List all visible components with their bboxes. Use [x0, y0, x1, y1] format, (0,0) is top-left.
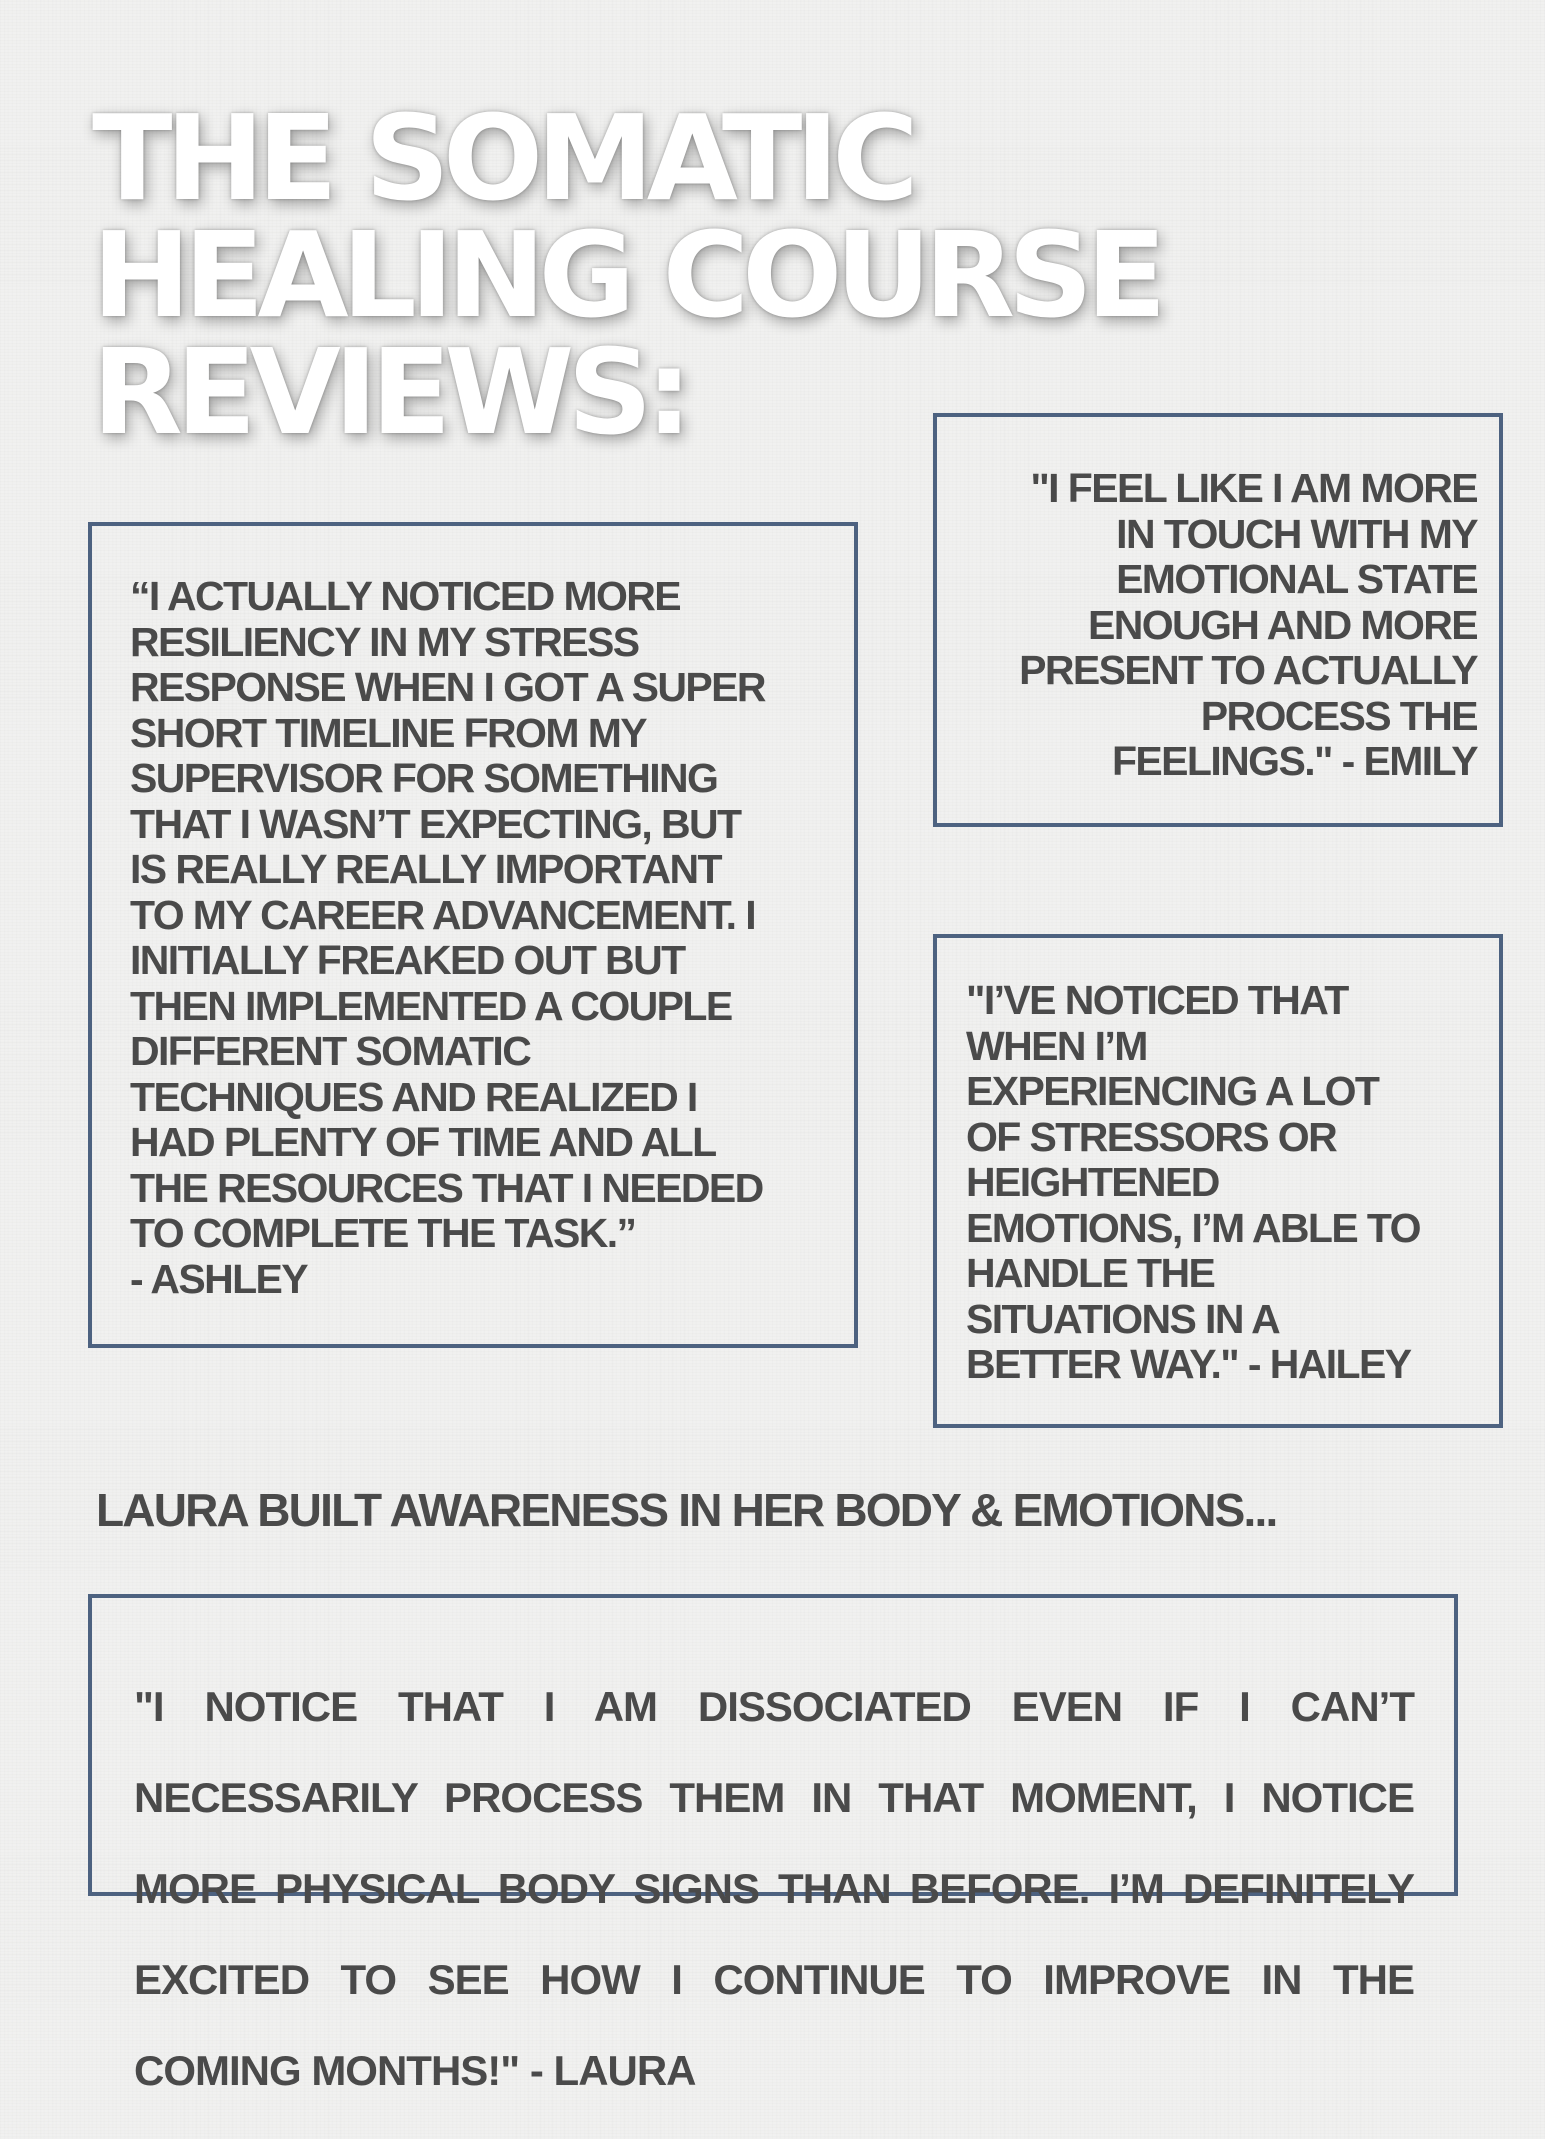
review-card-ashley: [88, 522, 858, 1348]
laura-heading: LAURA BUILT AWARENESS IN HER BODY & EMOTIONS...: [96, 1484, 1277, 1536]
review-card-emily: [933, 413, 1503, 827]
review-text-laura-line: EXCITED TO SEE HOW I CONTINUE TO IMPROVE IN THE: [134, 1955, 1414, 2003]
review-text-laura-line: "I NOTICE THAT I AM DISSOCIATED EVEN IF I CAN’T: [134, 1682, 1414, 1730]
review-text-laura-line: COMING MONTHS!" - LAURA: [134, 2046, 696, 2094]
review-text-laura-line: NECESSARILY PROCESS THEM IN THAT MOMENT, I NOTICE: [134, 1773, 1414, 1821]
review-card-laura: [88, 1594, 1458, 2094]
review-text-laura: [134, 1638, 1414, 2139]
page-title: [92, 89, 1160, 461]
review-text-emily: "I FEEL LIKE I AM MORE IN TOUCH WITH MY EMOTIONAL STATE ENOUGH AND MORE PRESENT TO ACTUALLY PROCESS THE FEELINGS." - EMILY: [1019, 465, 1477, 784]
title-line-3: REVIEWS:: [92, 323, 686, 461]
review-card-hailey: [933, 934, 1503, 1428]
title-line-1: THE SOMATIC: [92, 89, 912, 227]
title-line-2: HEALING COURSE: [92, 206, 1160, 344]
review-text-hailey: "I’VE NOTICED THAT WHEN I’M EXPERIENCING A LOT OF STRESSORS OR HEIGHTENED EMOTIONS, I’M ABLE TO HANDLE THE SITUATIONS IN A BETTER WAY." - HAILEY: [966, 977, 1420, 1387]
review-text-ashley: “I ACTUALLY NOTICED MORE RESILIENCY IN MY STRESS RESPONSE WHEN I GOT A SUPER SHORT TIMELINE FROM MY SUPERVISOR FOR SOMETHING THAT I WASN’T EXPECTING, BUT IS REALLY REALLY IMPORTANT TO MY CAREER ADVANCEMENT. I INITIALLY FREAKED OUT BUT THEN IMPLEMENTED A COUPLE DIFFERENT SOMATIC TECHNIQUES AND REALIZED I HAD PLENTY OF TIME AND ALL THE RESOURCES THAT I NEEDED TO COMPLETE THE TASK.” - ASHLEY: [130, 573, 765, 1302]
review-text-laura-line: MORE PHYSICAL BODY SIGNS THAN BEFORE. I’M DEFINITELY: [134, 1864, 1414, 1912]
